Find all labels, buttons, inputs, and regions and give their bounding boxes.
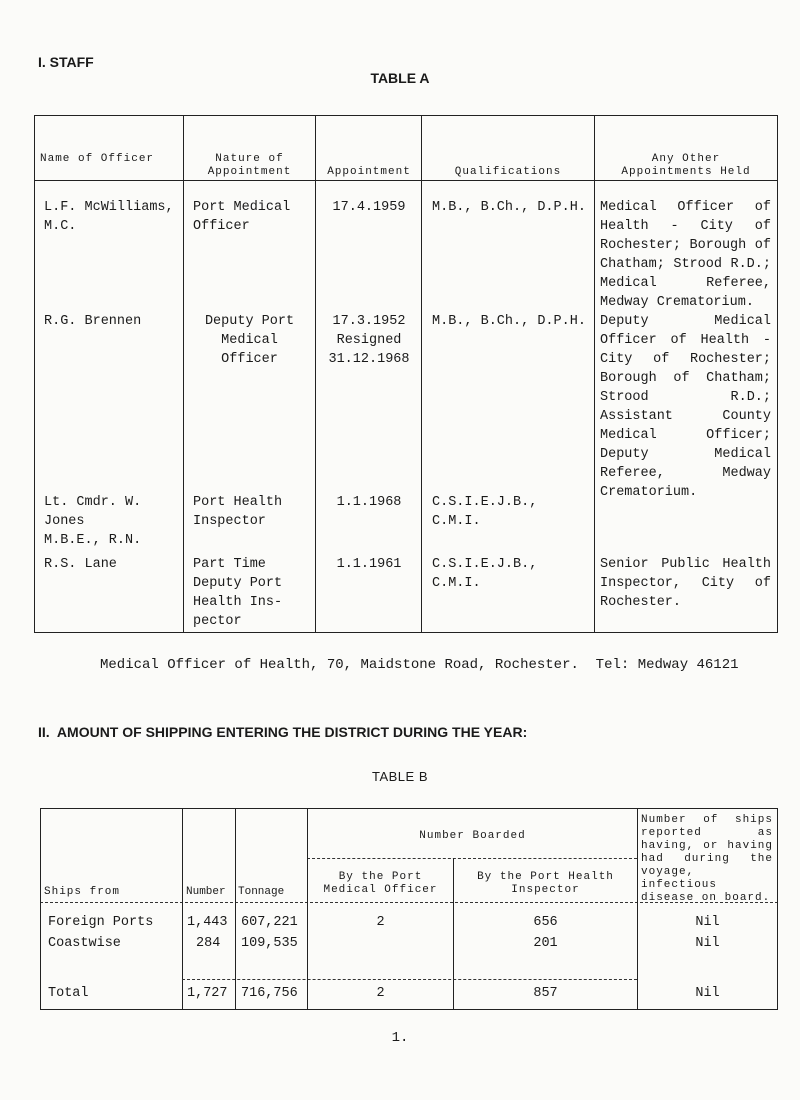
table-a (34, 115, 778, 633)
row2-appointment: 17.3.1952 Resigned 31.12.1968 (328, 314, 410, 367)
col-header-other-l1: Any Other (651, 153, 721, 165)
row2-name: R.G. Brennen (44, 314, 142, 329)
row2-qualifications: M.B., B.Ch., D.P.H. (432, 314, 586, 329)
col-header-nature-l2: Appointment (207, 166, 292, 178)
row4-qualifications: C.S.I.E.J.B., C.M.I. (432, 557, 538, 591)
col-header-ships-from: Ships from (44, 886, 121, 898)
row1-qualifications: M.B., B.Ch., D.P.H. (432, 200, 586, 215)
row4-other: Senior Public Health Inspector, City of Rochester. (600, 557, 771, 610)
section-heading-shipping: II. AMOUNT OF SHIPPING ENTERING THE DISTRICT DURING THE YEAR: (38, 724, 528, 740)
row-total-pmo: 2 (376, 986, 385, 1001)
row-foreign-tonnage: 607,221 (241, 915, 298, 930)
row3-name: Lt. Cmdr. W. Jones M.B.E., R.N. (44, 495, 142, 548)
page-number: 1. (391, 1030, 409, 1046)
col-header-number-boarded: Number Boarded (419, 830, 526, 842)
row2-nature: Deputy Port Medical Officer (204, 314, 295, 367)
row-foreign-infectious: Nil (695, 915, 720, 930)
row-foreign-number: 1,443 (187, 915, 228, 930)
row-coastwise-number: 284 (196, 936, 221, 951)
row3-nature: Port Health Inspector (193, 495, 283, 529)
row-coastwise-tonnage: 109,535 (241, 936, 298, 951)
table-b (40, 808, 778, 1010)
row-foreign-from: Foreign Ports (48, 915, 154, 930)
row1-appointment: 17.4.1959 (332, 200, 406, 215)
row-coastwise-infectious: Nil (695, 936, 720, 951)
row3-qualifications: C.S.I.E.J.B., C.M.I. (432, 495, 538, 529)
table-a-title: TABLE A (370, 70, 430, 86)
section-heading-staff: I. STAFF (38, 54, 94, 70)
row-total-number: 1,727 (187, 986, 228, 1001)
col-header-appointment: Appointment (327, 166, 411, 178)
row-foreign-phi: 656 (533, 915, 558, 930)
col-header-nature (186, 153, 313, 179)
address-line: Medical Officer of Health, 70, Maidstone Road, Rochester. Tel: Medway 46121 (100, 657, 739, 673)
row4-nature: Part Time Deputy Port Health Ins- pector (193, 557, 283, 629)
table-b-title: TABLE B (371, 769, 428, 784)
col-header-infectious: Number of ships reported as having, or having had during the voyage, infectious disease on board. (641, 814, 773, 904)
col-header-other (597, 153, 775, 179)
col-header-other-l2: Appointments Held (621, 166, 751, 178)
row4-name: R.S. Lane (44, 557, 117, 572)
col-header-qualifications: Qualifications (454, 166, 562, 178)
row1-other: Medical Officer of Health - City of Rochester; Borough of Chatham; Strood R.D.; Medical Referee, Medway Crematorium. (600, 200, 771, 310)
row-total-infectious: Nil (695, 986, 720, 1001)
row-total-phi: 857 (533, 986, 558, 1001)
row-foreign-pmo: 2 (376, 915, 385, 930)
col-header-number: Number (186, 886, 226, 898)
col-header-tonnage: Tonnage (238, 886, 285, 898)
col-header-name: Name of Officer (40, 153, 155, 165)
row-total-tonnage: 716,756 (241, 986, 298, 1001)
row1-name: L.F. McWilliams, M.C. (44, 200, 174, 234)
row1-nature: Port Medical Officer (193, 200, 291, 234)
col-header-by-phi: By the Port Health Inspector (477, 871, 614, 896)
row4-appointment: 1.1.1961 (336, 557, 402, 572)
row-total-from: Total (48, 986, 89, 1001)
row-coastwise-from: Coastwise (48, 936, 121, 951)
row-coastwise-phi: 201 (533, 936, 558, 951)
row3-appointment: 1.1.1968 (336, 495, 402, 510)
col-header-by-pmo: By the Port Medical Officer (323, 871, 438, 896)
row2-other: Deputy Medical Officer of Health - City of Rochester; Borough of Chatham; Strood R.D.; Assistant County Medical Officer; Deputy Medical Referee, Medway Crematorium. (600, 314, 771, 500)
col-header-nature-l1: Nature of (215, 153, 284, 165)
